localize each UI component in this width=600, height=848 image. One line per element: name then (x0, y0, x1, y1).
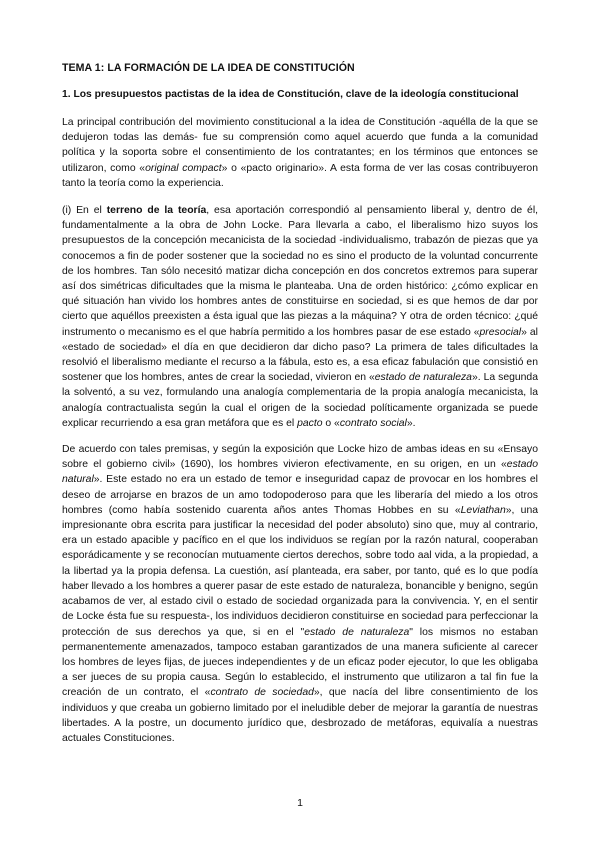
document-title: TEMA 1: LA FORMACIÓN DE LA IDEA DE CONSTITUCIÓN (62, 62, 355, 74)
paragraph-1 (62, 115, 538, 191)
term-pacto: pacto (297, 417, 323, 429)
paragraph-2-text: (i) En el (62, 205, 107, 217)
term-contrato-sociedad: contrato de sociedad (210, 687, 314, 699)
paragraph-3-text: " los mismos no estaban permanentemente amenazados, tampoco estaban garantizados de una manera suficiente al carecer los hombres de leyes fijas, de jueces independientes y de un eficaz poder ejecutor, lo que les obligaba a ser jueces de su propia causa. Según lo establecido, el instrumento que utilizaron a tal fin fue la creación de un contrato, el « (62, 626, 538, 699)
paragraph-3-text: », que nacía del libre consentimiento de los individuos y que creaba un gobierno limitado por el ineludible deber de mejorar la garantía de nuestras libertades. A la postre, un documento jurídico que, desbrozado de metáforas, equivalía a nuestras actuales Constituciones. (62, 687, 539, 744)
term-estado-natural: estado natural (62, 459, 538, 486)
paragraph-2-text: o « (322, 417, 340, 429)
term-leviathan: Leviathan (460, 504, 506, 516)
term-original-compact: original compact (145, 162, 222, 174)
paragraph-1-text-end: » o «pacto originario». A esta forma de ver las cosas contribuyeron tanto la teoría como la experiencia. (62, 162, 538, 189)
term-estado-naturaleza-2: estado de naturaleza (304, 626, 410, 638)
paragraph-3 (62, 442, 538, 746)
page-number: 1 (297, 797, 303, 809)
paragraph-3-text: ». Este estado no era un estado de temor e inseguridad capaz de provocar en los hombres el deseo de arrojarse en brazos de un amo todopoderoso para que les liberaría del miedo a los otros hombres (como había sostenido cuarenta años antes Thomas Hobbes en su « (62, 474, 538, 516)
paragraph-1-text: La principal contribución del movimiento constitucional a la idea de Constitución -aquélla de la que se dedujeron todas las demás- fue su comprensión como aquel acuerdo que funda a la comunidad política y la soporta sobre el consentimiento de los contratantes; en los términos que entonces se utilizaron, como « (62, 117, 538, 174)
paragraph-3-text: De acuerdo con tales premisas, y según la exposición que Locke hizo de ambas ideas en su «Ensayo sobre el gobierno civil» (1690), los hombres vivieron efectivamente, en su origen, en un « (62, 444, 538, 471)
section-heading: 1. Los presupuestos pactistas de la idea de Constitución, clave de la ideología constitucional (62, 89, 519, 100)
term-contrato-social: contrato social (339, 417, 407, 429)
paragraph-2 (62, 203, 538, 431)
term-presocial: presocial (479, 326, 522, 338)
term-terreno-teoria: terreno de la teoría (106, 205, 207, 217)
term-estado-naturaleza: estado de naturaleza (374, 372, 472, 384)
document-page (62, 62, 538, 758)
paragraph-2-text: , esa aportación correspondió al pensamiento liberal y, dentro de él, fundamentalmente a la obra de John Locke. Para llevarla a cabo, el liberalismo hizo suyos los presupuestos de la concepción mecanicista de la sociedad -individualismo, trabazón de piezas que ya conocemos a fin de poder sostener que la sociedad no es sino el producto de la voluntad concurrente de los hombres. Tan sólo necesitó matizar dicha concepción en dos concretos extremos para superar así dos simétricas dificultades que la misma le planteaba. Una de orden histórico: ¿cómo explicar en qué situación han vivido los hombres antes de constituirse en sociedad, si es que hemos de dar por cierto que aquéllos preexisten a ésta igual que las piezas a la máquina? Y otra de orden técnico: ¿qué instrumento o mecanismo es el que habría permitido a los hombres pasar de ese estado « (62, 205, 539, 338)
paragraph-2-text: » al «estado de sociedad» el día en que decidieron dar dicho paso? La primera de tales dificultades la resolvió el liberalismo mediante el recurso a la fábula, esto es, a esa eficaz fabulación que consistió en sostener que los hombres, antes de crear la sociedad, vivieron en « (62, 326, 538, 384)
paragraph-2-text: ». (406, 417, 416, 429)
paragraph-3-text: », una impresionante obra escrita para justificar la necesidad del poder absoluto) sino que, muy al contrario, era un estado apacible y pacífico en el que los individuos se regían por la razón natural, cooperaban esporádicamente y se reconocían mutuamente ciertos derechos, sobre todo aal vida, a la propiedad, a la libertad ya la propia defensa. La cuestión, así planteada, era saber, por tanto, qué es lo que podía haber llevado a los hombres a querer pasar de este estado de naturaleza, bonancible y benigno, según acabamos de ver, al estado civil o estado de sociedad organizada para la convivencia. Y, en el sentir de Locke ésta fue su respuesta-, los individuos decidieron constituirse en sociedad para perfeccionar la protección de sus derechos ya que, si en el " (62, 504, 539, 638)
paragraph-2-text: ». La segunda la solventó, a su vez, formulando una analogía complementaria de la propia analogía mecanicista, la analogía contractualista según la cual el origen de la sociedad políticamente organizada se puede explicar recurriendo a esa gran metáfora que es el (62, 372, 538, 429)
